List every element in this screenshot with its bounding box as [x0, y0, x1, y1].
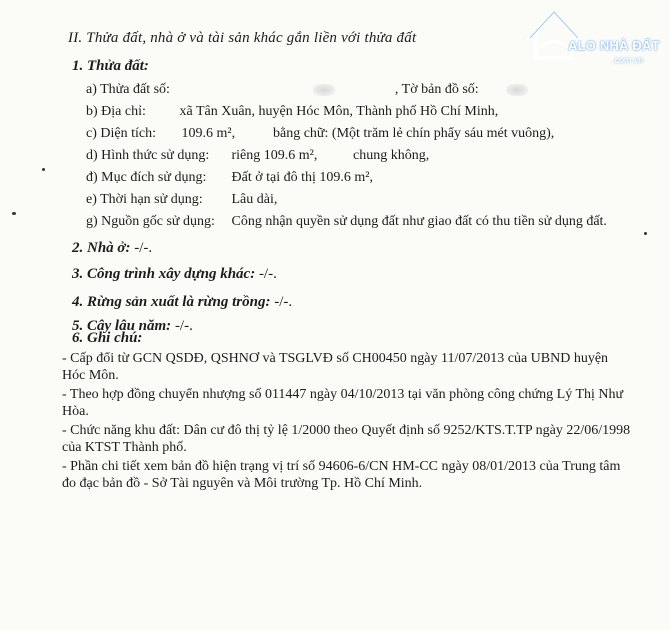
section-nha-o	[72, 240, 152, 257]
section-cay-value: -/-.	[174, 318, 193, 334]
house-logo-icon	[520, 4, 668, 66]
label-muc-dich: đ) Mục đích sử dụng:	[86, 170, 207, 185]
value-chung: chung không,	[353, 148, 430, 163]
watermark-logo	[520, 4, 668, 66]
label-hinh-thuc: d) Hình thức sử dụng:	[86, 148, 210, 163]
label-nguon-goc: g) Nguồn gốc sử dụng:	[86, 214, 215, 229]
value-muc-dich: Đất ở tại đô thị 109.6 m²,	[231, 170, 373, 185]
row-thoi-han	[86, 192, 277, 208]
note-item: - Theo hợp đồng chuyển nhượng số 011447 ngày 04/10/2013 tại văn phòng công chứng Lý Thị Như Hòa.	[62, 387, 624, 419]
section-cong-trinh-value: -/-.	[258, 266, 277, 282]
note-item: - Phần chi tiết xem bản đồ hiện trạng vị trí số 94606-6/CN HM-CC ngày 08/01/2013 của Trung tâm đo đạc bản đồ - Sở Tài nguyên và Môi trường Tp. Hồ Chí Minh.	[62, 459, 621, 491]
section-cong-trinh	[72, 266, 277, 283]
row-nguon-goc	[86, 214, 607, 230]
redacted-value	[313, 84, 335, 96]
notes-list	[62, 350, 632, 494]
label-dia-chi: b) Địa chỉ:	[86, 104, 146, 119]
value-rieng: riêng 109.6 m²,	[231, 148, 318, 163]
value-dia-chi: xã Tân Xuân, huyện Hóc Môn, Thành phố Hồ Chí Minh,	[179, 104, 499, 119]
label-thoi-han: e) Thời hạn sử dụng:	[86, 192, 203, 207]
section-nha-o-title: 2. Nhà ở:	[72, 240, 131, 256]
label-to-ban-do-so: , Tờ bản đồ số:	[394, 82, 479, 97]
scan-speck	[644, 232, 647, 235]
row-thua-dat-so	[86, 82, 528, 98]
value-bang-chu: bằng chữ: (Một trăm lẻ chín phẩy sáu mét vuông),	[273, 126, 555, 141]
section-heading: II. Thửa đất, nhà ở và tài sản khác gắn liền với thửa đất	[68, 30, 417, 46]
label-dien-tich: c) Diện tích:	[86, 126, 156, 141]
note-item: - Chức năng khu đất: Dân cư đô thị tỷ lệ 1/2000 theo Quyết định số 9252/KTS.T.TP ngày 22/06/1998 của KTST Thành phố.	[62, 423, 631, 455]
section-rung	[72, 294, 292, 311]
redacted-value	[506, 84, 528, 96]
note-item: - Cấp đổi từ GCN QSDĐ, QSHNƠ và TSGLVĐ số CH00450 ngày 11/07/2013 của UBND huyện Hóc Môn.	[62, 351, 609, 383]
section-nha-o-value: -/-.	[134, 240, 153, 256]
section-cong-trinh-title: 3. Công trình xây dựng khác:	[72, 266, 256, 282]
scan-speck	[42, 168, 45, 171]
section-cay-title: 5. Cây lâu năm:	[72, 318, 172, 334]
section-thua-dat: 1. Thửa đất:	[72, 58, 149, 74]
section-rung-title: 4. Rừng sản xuất là rừng trồng:	[72, 294, 271, 310]
watermark-domain: .com.vn	[612, 55, 644, 65]
section-ghi-chu: 6. Ghi chú:	[72, 330, 143, 346]
section-rung-value: -/-.	[274, 294, 293, 310]
value-nguon-goc: Công nhận quyền sử dụng đất như giao đất có thu tiền sử dụng đất.	[231, 214, 607, 229]
watermark-brand: ALO NHÀ ĐẤT	[568, 38, 660, 53]
row-dia-chi	[86, 104, 498, 120]
label-thua-dat-so: a) Thửa đất số:	[86, 82, 170, 97]
value-dien-tich: 109.6 m²,	[181, 126, 236, 141]
scan-speck	[12, 212, 16, 215]
row-muc-dich	[86, 170, 373, 186]
value-thoi-han: Lâu dài,	[231, 192, 278, 207]
row-dien-tich	[86, 126, 554, 142]
row-hinh-thuc	[86, 148, 429, 164]
